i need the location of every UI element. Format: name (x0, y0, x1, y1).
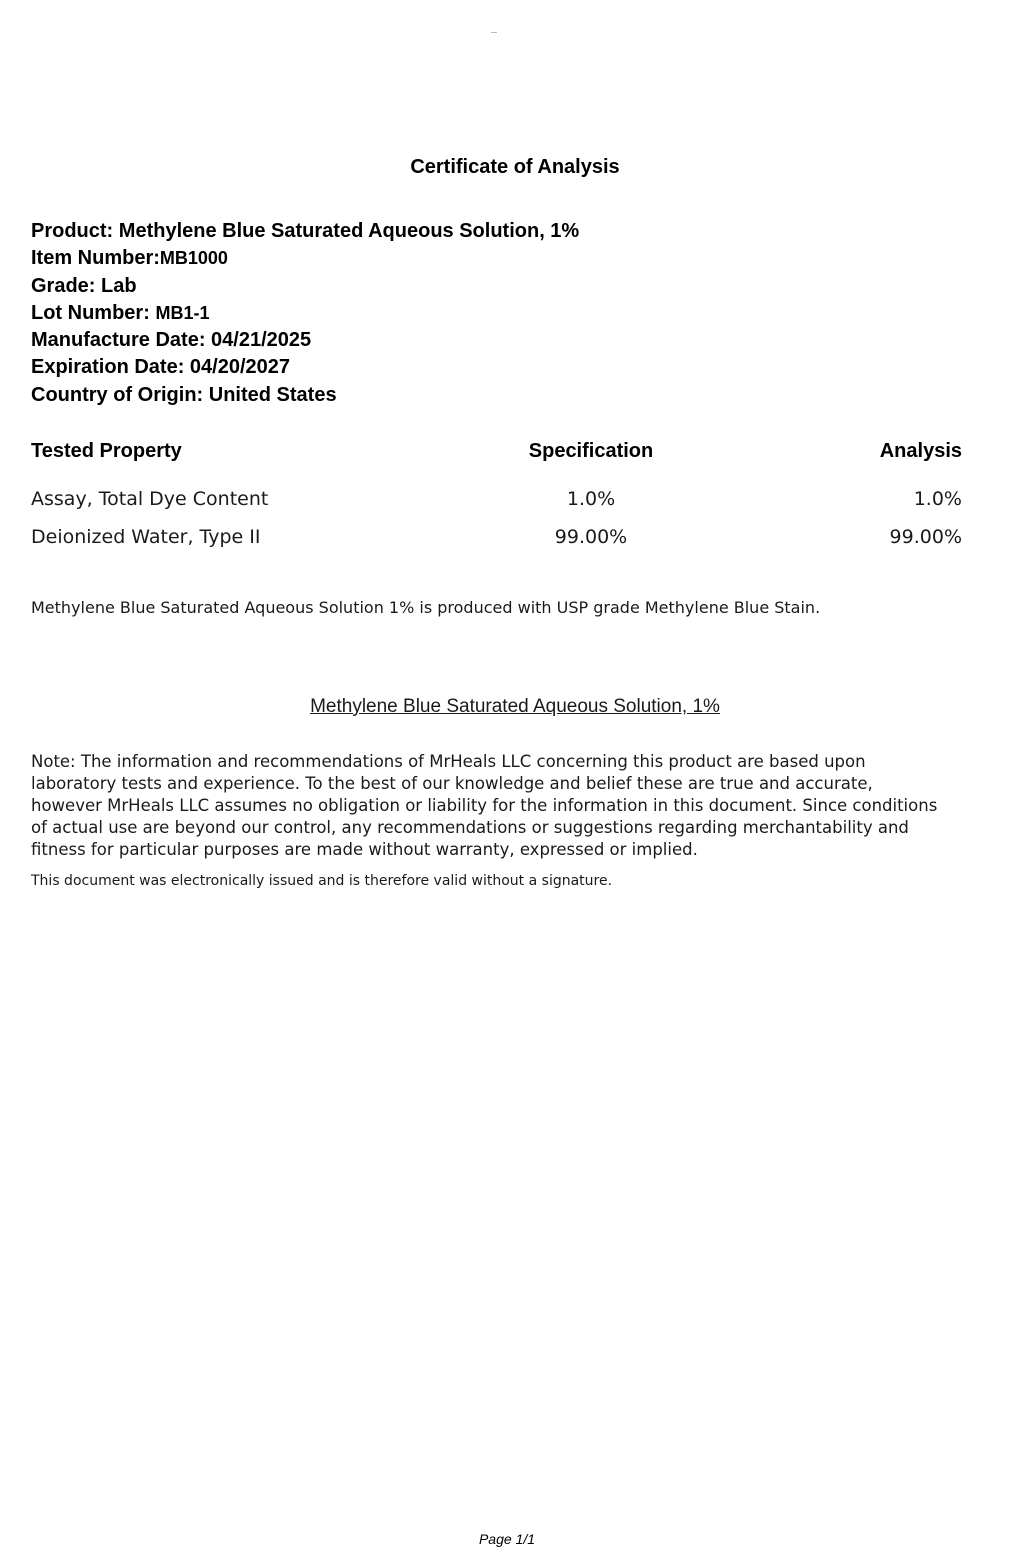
table-cell-property: Deionized Water, Type II (31, 526, 261, 548)
country-label: Country of Origin: (31, 383, 204, 406)
manufacture-date-line (31, 327, 579, 354)
table-cell-analysis: 1.0% (913, 488, 962, 510)
table-header-specification: Specification (528, 440, 654, 462)
page-number: Page 1/1 (478, 1531, 536, 1547)
disclaimer-line: Note: The information and recommendations of MrHeals LLC concerning this product are based upon (31, 752, 866, 771)
lot-number-value: MB1-1 (155, 302, 210, 323)
lot-number-line (31, 300, 579, 327)
table-cell-specification: 99.00% (554, 526, 628, 548)
item-number-line (31, 245, 579, 272)
expiration-date-value: 04/20/2027 (189, 356, 291, 379)
grade-value: Lab (101, 274, 137, 297)
item-number-value: MB1000 (159, 248, 228, 269)
product-sub-heading: Methylene Blue Saturated Aqueous Solution, 1% (310, 696, 720, 717)
country-value: United States (208, 383, 337, 406)
manufacture-date-value: 04/21/2025 (211, 329, 312, 352)
table-header-property: Tested Property (31, 440, 182, 462)
country-line (31, 382, 579, 409)
table-cell-property: Assay, Total Dye Content (31, 488, 269, 510)
disclaimer-line: laboratory tests and experience. To the best of our knowledge and belief these are true and accurate, (31, 774, 873, 793)
item-number-label: Item Number: (31, 247, 160, 270)
document-title: Certificate of Analysis (410, 156, 620, 178)
scan-mark (491, 32, 497, 33)
manufacture-date-label: Manufacture Date: (31, 329, 206, 352)
table-cell-analysis: 99.00% (889, 526, 962, 548)
usp-grade-note: Methylene Blue Saturated Aqueous Solution 1% is produced with USP grade Methylene Blue Stain. (31, 598, 821, 617)
product-value: Methylene Blue Saturated Aqueous Solution, 1% (118, 220, 580, 242)
disclaimer-line: however MrHeals LLC assumes no obligation or liability for the information in this document. Since conditions (31, 796, 938, 815)
product-line (31, 218, 579, 245)
grade-label: Grade: (31, 274, 96, 297)
disclaimer-line: of actual use are beyond our control, any recommendations or suggestions regarding merchantability and (31, 818, 909, 837)
table-cell-specification: 1.0% (566, 488, 616, 510)
lot-number-label: Lot Number: (31, 301, 150, 324)
electronic-signature-note: This document was electronically issued and is therefore valid without a signature. (31, 873, 613, 889)
product-label: Product: (31, 220, 114, 242)
expiration-date-label: Expiration Date: (31, 356, 185, 379)
product-header (31, 218, 579, 409)
disclaimer-paragraph (31, 751, 991, 861)
expiration-date-line (31, 354, 579, 381)
table-header-analysis: Analysis (879, 440, 962, 462)
disclaimer-line: fitness for particular purposes are made without warranty, expressed or implied. (31, 840, 698, 859)
grade-line (31, 273, 579, 300)
